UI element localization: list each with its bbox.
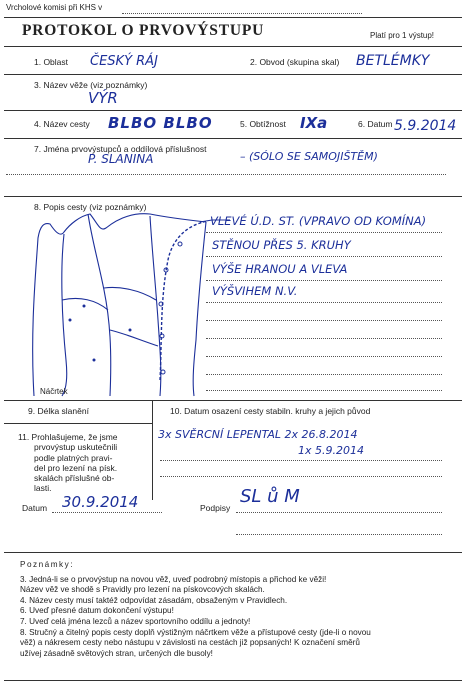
podpisy-value: SL ů M [240,486,300,507]
popis-dotted-5 [206,320,442,321]
datum-value: 5.9.2014 [394,118,457,134]
popis-dotted-1 [206,232,442,233]
osazeni-line-1: 3x SVĚRCNÍ LEPENTAL 2x 26.8.2014 [158,428,358,441]
sketch-label: Náčrtek [40,387,68,396]
note-line-8: užívej zásadně světových stran, určených dle busoly! [20,648,213,658]
notes-heading: Poznámky: [20,560,74,569]
vez-value: VÝR [88,89,118,107]
popis-line-4: VÝŠVIHEM N.V. [212,284,298,298]
cesta-value: BLBO BLBO [108,114,213,132]
note-line-4: 6. Uveď přesné datum dokončení výstupu! [20,606,174,616]
popis-line-1: VLEVÉ Ú.D. ST. (VPRAVO OD KOMÍNA) [210,214,427,228]
note-line-1: 3. Jedná-li se o prvovýstup na novou věž, uveď podrobný místopis a přichod ke věži! [20,574,327,584]
popis-dotted-3 [206,280,442,281]
bottom-border [4,680,462,681]
delka-label: 9. Délka slanění [28,406,89,416]
popis-line-2: STĚNOU PŘES 5. KRUHY [212,238,351,252]
obvod-value: BETLÉMKY [356,53,430,69]
prohlaseni-line-1: 11. Prohlašujeme, že jsme [18,432,118,442]
podpisy-line-2 [236,534,442,535]
oblast-label: 1. Oblast [34,57,69,67]
osazeni-line-2: 1x 5.9.2014 [298,444,364,457]
podpisy-label: Podpisy [200,503,231,513]
prohlaseni-line-5: skalách příslušné ob- [34,473,115,484]
popis-dotted-7 [206,356,442,357]
popis-dotted-4 [206,302,442,303]
datum-label: 6. Datum [358,119,393,129]
popis-line-3: VÝŠE HRANOU A VLEVA [212,262,348,276]
obvod-label: 2. Obvod (skupina skal) [250,57,340,67]
protocol-title: PROTOKOL O PRVOVÝSTUPU [22,22,265,39]
popis-dotted-6 [206,338,442,339]
datum2-line [52,512,162,513]
popis-dotted-2 [206,256,442,257]
prohlaseni-block [18,432,118,494]
prohlaseni-line-6: lasti. [34,483,52,494]
row9-line [4,423,152,424]
row8-line [4,400,462,401]
popis-dotted-9 [206,390,442,391]
jmena-value: P. SLANINA [88,152,154,166]
osazeni-label: 10. Datum osazení cesty stabiln. kruhy a jejich původ [170,406,371,416]
cesta-label: 4. Název cesty [34,119,90,129]
copy-note: Platí pro 1 výstup! [370,31,435,40]
jmena-note: – (SÓLO SE SAMOJIŠTĚM) [240,150,378,163]
osazeni-dotted-2 [160,476,442,477]
oblast-value: ČESKÝ RÁJ [90,54,158,69]
popis-label: 8. Popis cesty (viz poznámky) [34,202,147,212]
podpisy-line [236,512,442,513]
prohlaseni-line-2: prvovýstup uskutečnili [34,442,118,453]
obtiznost-label: 5. Obtížnost [240,119,286,129]
prohlaseni-line-4: del pro lezení na písk. [34,462,118,473]
note-line-7: věž) a nákresem cesty nebo nástupu v závislosti na cestách již popsaných! K označení směrů [20,638,360,648]
notes-top-line [4,552,462,553]
osazeni-dotted-1 [160,460,442,461]
datum2-label: Datum [22,503,48,513]
note-line-6: 8. Stručný a čitelný popis cesty doplň výstižným náčrtkem věže a přístupové cesty (jde-li o novou [20,627,371,637]
obtiznost-value: IXa [300,114,328,132]
note-line-3: 4. Název cesty musí taktéž odpovídat zásadám, obsaženým v Pravidlech. [20,595,288,605]
jmena-label: 7. Jména prvovýstupců a oddílová příslušnost [34,144,207,154]
prohlaseni-line-3: podle platných pravi- [34,452,113,463]
datum2-value: 30.9.2014 [62,493,139,511]
row9-divider [152,400,153,500]
commission-label: Vrcholové komisi při KHS v [6,3,103,12]
popis-dotted-8 [206,374,442,375]
vez-label: 3. Název věže (viz poznámky) [34,80,148,90]
notes-block [20,560,371,659]
note-line-5: 7. Uveď celá jména lezců a název sportovního oddílu a jednoty! [20,616,251,626]
note-line-2: Název věž ve shodě s Pravidly pro lezení na pískovcových skalách. [20,585,265,595]
